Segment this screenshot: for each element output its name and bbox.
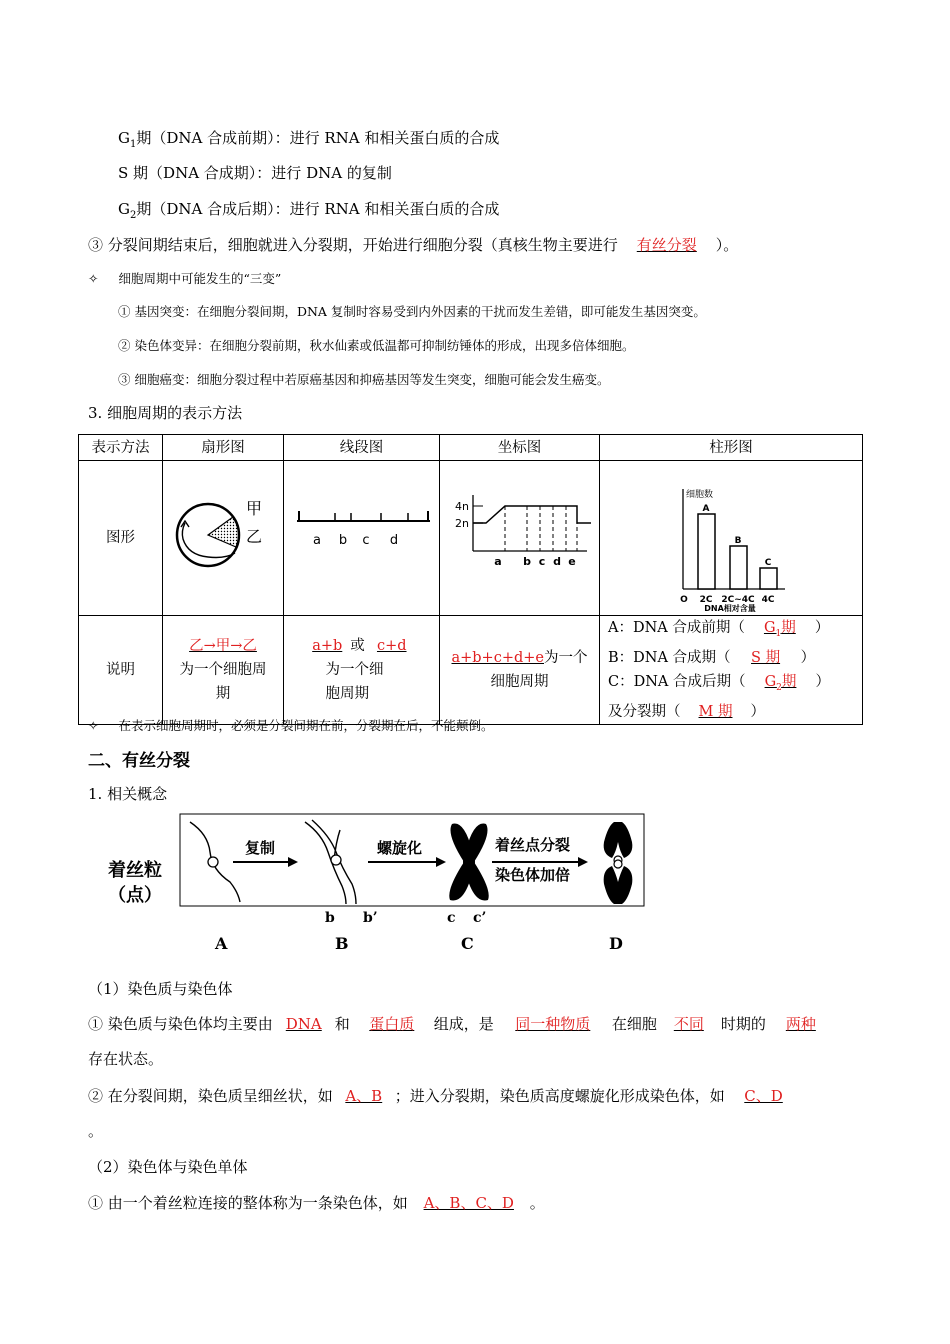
p2-text: ；进入分裂期，染色质高度螺旋化形成染色体，如	[394, 1087, 725, 1105]
line-chart-cell	[284, 461, 440, 616]
bar-desc-answer: G	[764, 673, 777, 690]
bar-desc-answer: S 期	[751, 649, 781, 666]
bar-desc-pre: A：DNA 合成前期（	[608, 620, 745, 636]
bar-desc-line	[608, 700, 862, 724]
diagram-letter-b: B	[335, 934, 349, 953]
chromosome-diagram	[100, 812, 660, 962]
coord-x-c: c	[538, 555, 545, 568]
coord-x-e: e	[567, 555, 576, 568]
bar-desc-pre: B：DNA 合成期（	[608, 649, 731, 666]
line-desc-text: 为一个细胞周期	[325, 661, 384, 702]
g1-text: 期（DNA 合成前期）：进行 RNA 和相关蛋白质的合成	[136, 129, 500, 147]
bar-xlabel: DNA相对含量	[704, 604, 756, 613]
three-changes-title	[88, 269, 281, 287]
table-header: 表示方法	[79, 435, 163, 461]
bar-x-2c4c: 2C~4C	[721, 595, 755, 605]
coord-x-b: b	[522, 555, 531, 568]
figure-row-label: 图形	[79, 461, 163, 616]
p3-answer: A、B、C、D	[423, 1194, 514, 1212]
concept-title: 1. 相关概念	[88, 785, 168, 803]
fan-chart-figure	[163, 461, 283, 607]
diagram-letter-a: A	[215, 934, 228, 953]
item3-answer-blank	[618, 234, 716, 255]
coord-x-a: a	[493, 555, 502, 568]
bar-desc-answer-tail: 期	[781, 673, 797, 690]
sub2-title: （2）染色体与染色单体	[88, 1158, 248, 1176]
diagram-letter-c: C	[461, 934, 474, 953]
g1-prefix: G	[118, 129, 130, 147]
coord-desc-blank	[451, 650, 544, 666]
bar-label-b: B	[734, 536, 742, 546]
bar-figure	[600, 461, 862, 613]
bar-ylabel: 细胞数	[686, 490, 714, 500]
bar-desc-sub: 2	[776, 682, 782, 693]
table-note-text: 在表示细胞周期时，必须是分裂间期在前，分裂期在后，不能颠倒。	[118, 718, 494, 733]
fan-chart-cell	[163, 461, 284, 616]
bar-desc-pre: C：DNA 合成后期（	[608, 673, 746, 690]
bar-x-4c: 4C	[761, 595, 775, 605]
p1-answer: 不同	[673, 1015, 704, 1033]
p1-text: 组成，是	[433, 1015, 494, 1033]
coord-y-2n: 2n	[454, 517, 469, 530]
coordinate-figure	[441, 461, 599, 607]
label-c: c	[447, 910, 456, 926]
item3-tail: ）。	[715, 236, 739, 254]
item3-paragraph	[88, 234, 738, 255]
three-changes-title-text: 细胞周期中可能发生的“三变”	[118, 271, 282, 286]
table-header: 柱形图	[600, 435, 863, 461]
line-segment-figure	[285, 461, 439, 607]
paragraph-2-end: 。	[88, 1122, 104, 1140]
section-heading-mitosis: 二、有丝分裂	[88, 751, 190, 771]
p3-blank	[408, 1192, 530, 1213]
g1-line	[118, 127, 499, 150]
line-label-a: a	[312, 533, 321, 548]
three-changes-item-2: ② 染色体变异：在细胞分裂前期，秋水仙素或低温都可抑制纺锤体的形成，出现多倍体细胞。	[118, 338, 635, 353]
g1-subscript: 1	[129, 139, 137, 150]
p1-blank	[350, 1013, 434, 1034]
centromere-label: 着丝粒	[108, 860, 162, 881]
paragraph-1-end: 存在状态。	[88, 1050, 164, 1068]
coord-y-4n: 4n	[454, 500, 469, 513]
coord-desc-text: 为一个细胞周期	[490, 649, 588, 690]
bar-label-a: A	[702, 504, 710, 514]
p1-text: 时期的	[720, 1015, 766, 1033]
line-desc-blank-2	[365, 634, 419, 658]
label-b: b	[325, 910, 335, 926]
bar-desc-answer-tail: 期	[781, 620, 796, 636]
p2-text: ② 在分裂间期，染色质呈细丝状，如	[88, 1087, 333, 1105]
bar-x-2c: 2C	[699, 595, 713, 605]
arrow-split-label-2: 染色体加倍	[495, 866, 571, 884]
p2-answer: A、B	[345, 1087, 383, 1105]
g2-text: 期（DNA 合成后期）：进行 RNA 和相关蛋白质的合成	[136, 200, 500, 218]
bar-desc-post: ）	[814, 620, 830, 636]
cell-cycle-table	[78, 434, 863, 725]
g2-line	[118, 198, 499, 221]
bar-desc-blank	[731, 646, 801, 670]
p1-blank	[273, 1015, 335, 1033]
line-label-c: c	[361, 533, 370, 548]
table-figure-row	[79, 461, 863, 616]
bar-desc-answer: G	[763, 620, 776, 636]
p1-answer: 同一种物质	[515, 1015, 591, 1033]
table-header: 线段图	[284, 435, 440, 461]
line-label-b: b	[338, 533, 347, 548]
g2-subscript: 2	[129, 210, 137, 221]
p2-blank	[725, 1085, 783, 1106]
diagram-letter-d: D	[609, 934, 623, 953]
fan-desc-cell	[163, 616, 284, 725]
table-header-row	[79, 435, 863, 461]
desc-row-label: 说明	[79, 616, 163, 725]
bar-chart-cell	[600, 461, 863, 616]
arrow-copy-label: 复制	[245, 839, 276, 857]
sub1-title: （1）染色质与染色体	[88, 980, 233, 998]
p2-blank	[333, 1085, 395, 1106]
p1-text: ① 染色质与染色体均主要由	[88, 1015, 273, 1033]
three-changes-item-1: ① 基因突变：在细胞分裂间期，DNA 复制时容易受到内外因素的干扰而发生差错，即可能发生基因突变。	[118, 304, 706, 319]
p1-blank	[657, 1013, 721, 1034]
p1-answer: DNA	[285, 1015, 322, 1033]
note-diamond-icon: ✧	[88, 271, 99, 286]
arrow-split-label-1: 着丝点分裂	[495, 836, 571, 854]
p1-blank	[494, 1013, 612, 1034]
bar-desc-line	[608, 670, 862, 700]
line-desc-blank-1	[304, 634, 350, 658]
bar-desc-post: ）	[815, 673, 830, 690]
note-diamond-icon: ✧	[88, 718, 99, 733]
coordinate-chart-cell	[440, 461, 600, 616]
g2-prefix: G	[118, 200, 130, 218]
fan-label-yi: 乙	[246, 527, 263, 546]
p1-answer: 蛋白质	[369, 1015, 415, 1033]
paragraph-1	[88, 1013, 816, 1034]
line-desc-cell	[284, 616, 440, 725]
bar-desc-line	[608, 616, 862, 646]
fan-desc-answer: 乙→甲→乙	[189, 637, 257, 654]
paragraph-2	[88, 1085, 783, 1106]
paragraph-3	[88, 1192, 545, 1213]
bar-x-origin: O	[680, 595, 688, 605]
bar-desc-cell	[600, 616, 863, 725]
table-header: 坐标图	[440, 435, 600, 461]
fan-desc-text: 为一个细胞周期	[179, 661, 267, 702]
bar-desc-sub: 1	[775, 628, 782, 639]
fan-desc-blank	[178, 634, 268, 658]
three-changes-item-3: ③ 细胞癌变：细胞分裂过程中若原癌基因和抑癌基因等发生突变，细胞可能会发生癌变。	[118, 372, 610, 387]
table-note	[88, 716, 493, 734]
p3-text: ① 由一个着丝粒连接的整体称为一条染色体，如	[88, 1194, 408, 1212]
s-line: S 期（DNA 合成期）：进行 DNA 的复制	[118, 164, 392, 182]
line-desc-or: 或	[350, 637, 365, 654]
arrow-spiral-label: 螺旋化	[377, 839, 423, 857]
bar-desc-line	[608, 646, 862, 670]
table-desc-row	[79, 616, 863, 725]
coord-desc-cell	[440, 616, 600, 725]
bar-desc-blank	[746, 670, 816, 700]
bar-desc-post: ）	[800, 649, 816, 666]
item3-answer: 有丝分裂	[636, 236, 697, 254]
p3-text: 。	[529, 1194, 545, 1212]
label-c-prime: c’	[473, 910, 487, 926]
bar-desc-blank	[745, 616, 815, 646]
p2-answer: C、D	[744, 1087, 783, 1105]
p1-text: 在细胞	[611, 1015, 657, 1033]
bar-desc-blank	[681, 700, 751, 724]
bar-desc-pre: 及分裂期（	[608, 703, 681, 720]
coord-x-d: d	[552, 555, 561, 568]
bar-desc-answer: M 期	[698, 703, 733, 720]
bar-desc-post: ）	[750, 703, 765, 720]
fan-label-jia: 甲	[246, 499, 263, 518]
p1-text: 和	[334, 1015, 350, 1033]
line-label-d: d	[389, 533, 398, 548]
item3-text: ③ 分裂间期结束后，细胞就进入分裂期，开始进行细胞分裂（真核生物主要进行	[88, 236, 618, 254]
p1-answer: 两种	[785, 1015, 816, 1033]
label-b-prime: b’	[363, 910, 378, 926]
bar-label-c: C	[764, 558, 772, 568]
coord-desc-answer: a+b+c+d+e	[451, 649, 544, 666]
p1-blank	[766, 1013, 816, 1034]
centromere-label-paren: （点）	[108, 885, 162, 906]
table-header: 扇形图	[163, 435, 284, 461]
line-desc-answer-1: a+b	[312, 637, 343, 654]
line-desc-answer-2: c+d	[376, 637, 407, 654]
section3-title: 3. 细胞周期的表示方法	[88, 404, 243, 422]
